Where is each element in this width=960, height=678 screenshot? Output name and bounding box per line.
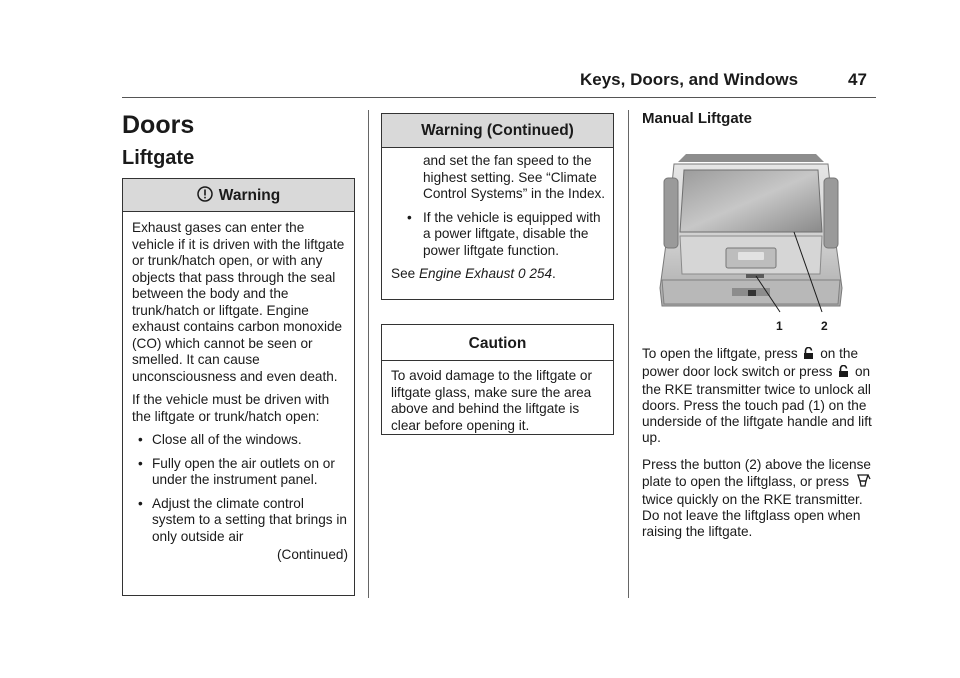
column-divider-left [368,110,369,598]
warning-continued-header: Warning (Continued) [382,114,613,148]
warning-bullet-3 [132,496,348,546]
unlock-key-icon [803,347,814,364]
page-number: 47 [848,70,867,89]
p1-text-a: To open the liftgate, press [642,346,798,361]
bullet-dot: • [407,209,412,225]
warning-bullet-text: Close all of the windows. [152,432,302,447]
warning-bullet-1 [132,432,348,449]
warning-continued-bullet-text: If the vehicle is equipped with a power liftgate, disable the power liftgate function. [423,209,601,258]
warning-box-header [123,179,354,212]
caution-box-header: Caution [382,325,613,361]
liftgate-photo [652,148,848,316]
warning-continued-bullet [391,210,607,260]
section-heading-doors: Doors [122,111,195,139]
p2-text-b: twice quickly on the RKE transmitter. Do not leave the liftglass open when raising the liftgate. [642,492,863,539]
liftgate-release-icon [855,473,871,492]
warning-box-title: Warning [218,187,281,204]
callout-1: 1 [776,319,783,333]
warning-paragraph-1: Exhaust gases can enter the vehicle if it is driven with the liftgate or trunk/hatch open, or with any objects that pass through the seal between the body and the trunk/hatch or liftgate. Engine exhaust contains carbon monoxide (CO) which cannot be seen or smelled. It can cause unconsciousness and even death. [132,220,345,384]
p2-text-a: Press the button (2) above the license plate to open the liftglass, or press [642,457,871,489]
callout-2: 2 [821,319,828,333]
warning-paragraph-2: If the vehicle must be driven with the liftgate or trunk/hatch open: [132,392,330,424]
see-suffix: . [552,266,556,281]
bullet-dot: • [138,432,143,447]
warning-bullet-text: Adjust the climate control system to a setting that brings in only outside air [152,495,347,544]
warning-icon [197,181,213,214]
unlock-key-icon [838,365,849,382]
manual-liftgate-paragraph-2 [642,457,882,540]
see-prefix: See [391,266,416,281]
bullet-dot: • [138,455,143,471]
running-header-title: Keys, Doors, and Windows [580,70,799,89]
warning-continuation-text: and set the fan speed to the highest setting. See “Climate Control Systems” in the Index. [423,153,606,201]
p1-text-c: on the RKE transmitter twice to unlock all doors. Press the touch pad (1) on the underside of the liftgate handle and lift up. [642,364,872,445]
column-divider-right [628,110,629,598]
page-ref-symbol: 0 [517,266,526,281]
p1-text-b: on the power door lock switch or press [642,346,859,379]
bullet-dot: • [138,495,143,511]
warning-bullet-text: Fully open the air outlets on or under the instrument panel. [152,455,335,487]
warning-bullet-2 [132,456,348,489]
subheading-manual-liftgate: Manual Liftgate [642,110,753,127]
header-rule [122,97,876,98]
see-reference-title: Engine Exhaust [418,266,515,281]
caution-box [381,324,614,435]
continued-label: (Continued) [276,547,348,562]
caution-text: To avoid damage to the liftgate or liftgate glass, make sure the area above and behind the liftgate is clear before opening it. [391,368,593,433]
subheading-liftgate: Liftgate [122,147,195,169]
warning-continued-box [381,113,614,300]
see-reference-page: 254 [529,266,553,281]
see-reference [391,266,607,283]
warning-box [122,178,355,596]
manual-liftgate-paragraph-1 [642,346,882,446]
